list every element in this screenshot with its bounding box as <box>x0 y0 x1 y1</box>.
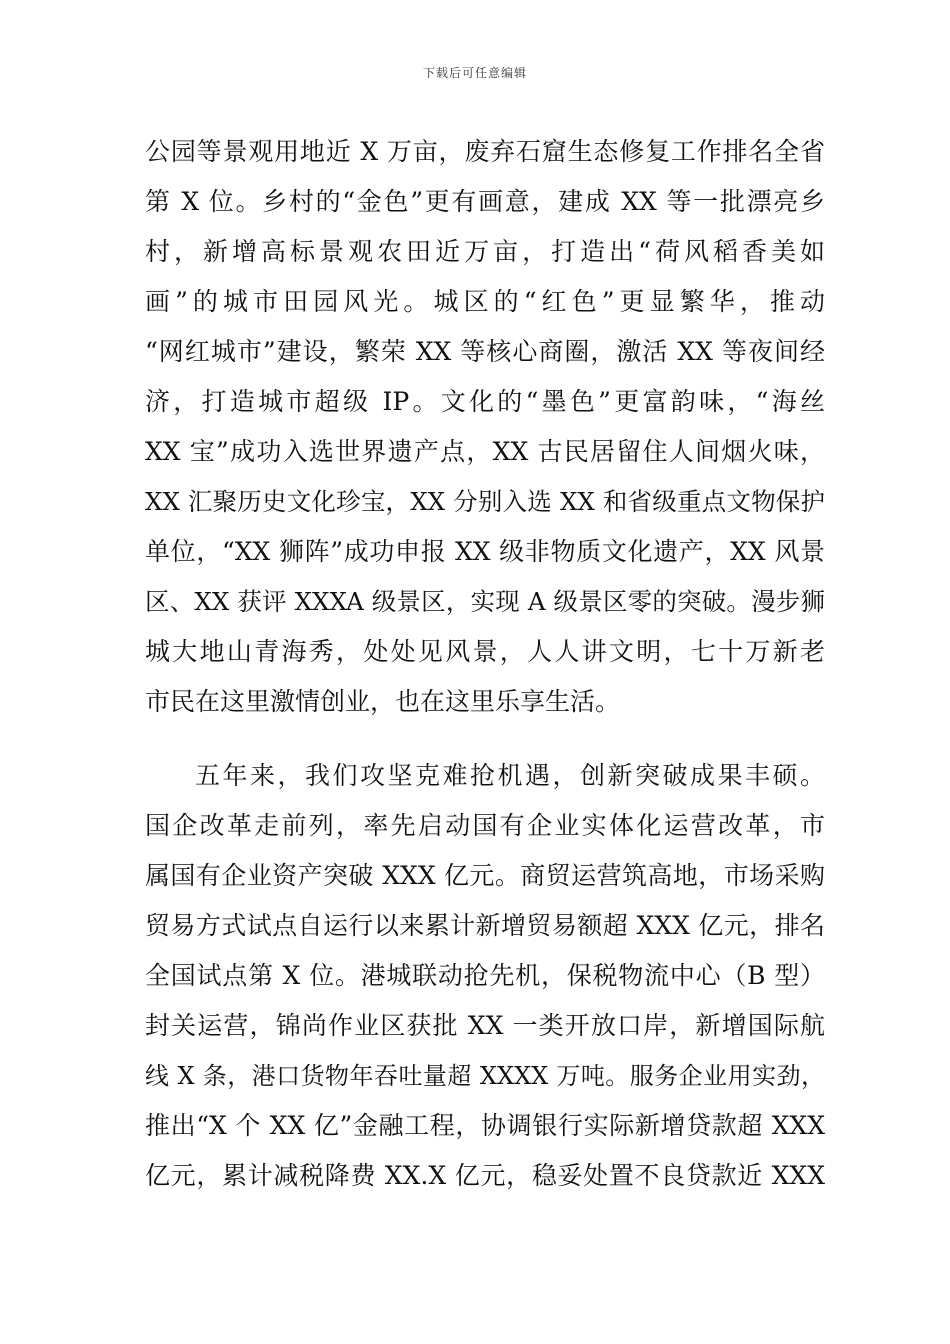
paragraph-2 <box>145 751 825 1201</box>
text-line: 画”的城市田园风光。城区的“红色”更显繁华，推动 <box>145 287 825 316</box>
text-line: 公园等景观用地近 X 万亩，废弃石窟生态修复工作排名全省 <box>145 137 825 166</box>
text-line: 属国有企业资产突破 XXX 亿元。商贸运营筑高地，市场采购 <box>145 861 825 890</box>
text-line: 村，新增高标景观农田近万亩，打造出“荷风稻香美如 <box>145 237 825 266</box>
text-line: 区、XX 获评 XXXA 级景区，实现 A 级景区零的突破。漫步狮 <box>145 587 825 616</box>
paragraph-1 <box>145 127 825 727</box>
text-line: “网红城市”建设，繁荣 XX 等核心商圈，激活 XX 等夜间经 <box>145 337 825 366</box>
text-line: 线 X 条，港口货物年吞吐量超 XXXX 万吨。服务企业用实劲， <box>145 1062 825 1090</box>
text-line: 贸易方式试点自运行以来累计新增贸易额超 XXX 亿元，排名 <box>145 911 825 940</box>
text-line: 济，打造城市超级 IP。文化的“墨色”更富韵味，“海丝 <box>145 387 825 416</box>
text-line: XX 汇聚历史文化珍宝，XX 分别入选 XX 和省级重点文物保护 <box>145 487 825 516</box>
text-line: 国企改革走前列，率先启动国有企业实体化运营改革，市 <box>145 811 825 840</box>
text-line: 单位，“XX 狮阵”成功申报 XX 级非物质文化遗产，XX 风景 <box>145 537 825 566</box>
text-line: 市民在这里激情创业，也在这里乐享生活。 <box>145 687 621 716</box>
text-line: 封关运营，锦尚作业区获批 XX 一类开放口岸，新增国际航 <box>145 1011 825 1040</box>
page-header: 下载后可任意编辑 <box>422 66 527 80</box>
text-line: 推出“X 个 XX 亿”金融工程，协调银行实际新增贷款超 XXX <box>145 1111 825 1140</box>
text-line: 亿元，累计减税降费 XX.X 亿元，稳妥处置不良贷款近 XXX <box>145 1161 825 1190</box>
text-line: 五年来，我们攻坚克难抢机遇，创新突破成果丰硕。 <box>195 761 825 790</box>
text-line: 城大地山青海秀，处处见风景，人人讲文明，七十万新老 <box>145 637 825 666</box>
text-line: XX 宝”成功入选世界遗产点，XX 古民居留住人间烟火味， <box>145 437 825 466</box>
text-line: 全国试点第 X 位。港城联动抢先机，保税物流中心（B 型） <box>145 961 825 990</box>
text-line: 第 X 位。乡村的“金色”更有画意，建成 XX 等一批漂亮乡 <box>145 187 825 216</box>
